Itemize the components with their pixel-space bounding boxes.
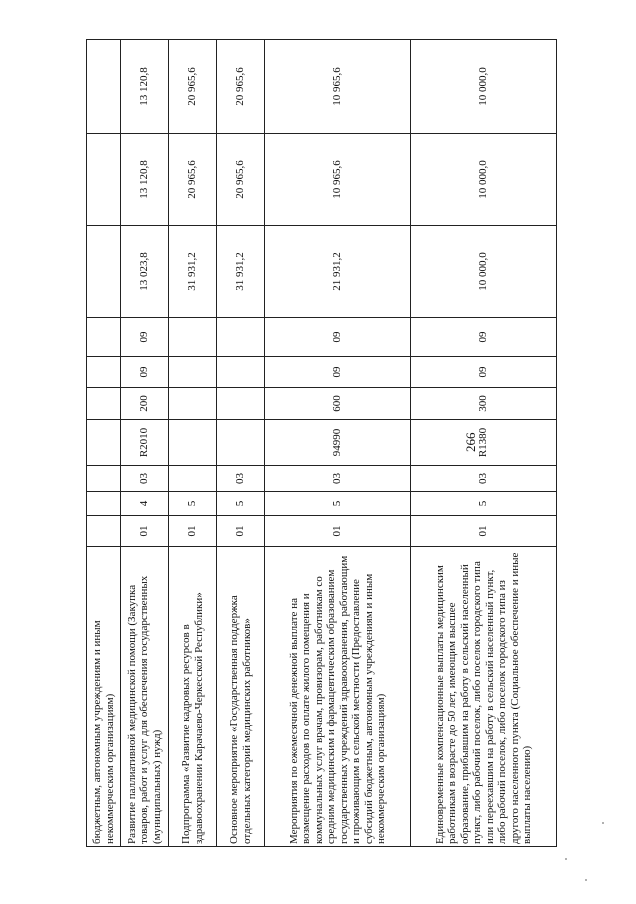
section-code: 09 <box>121 357 169 388</box>
rotated-table-container <box>86 40 556 847</box>
direction-code: 94990 <box>265 420 411 466</box>
activity-code <box>87 466 121 492</box>
table-row <box>217 40 265 847</box>
table-row <box>87 40 121 847</box>
scan-artifact <box>565 858 567 860</box>
amount-year-2: 13 120,8 <box>121 134 169 226</box>
activity-code <box>169 466 217 492</box>
subsection-code <box>87 318 121 357</box>
subsection-code: 09 <box>411 318 557 357</box>
amount-year-2: 20 965,6 <box>217 134 265 226</box>
subsection-code: 09 <box>265 318 411 357</box>
section-code: 09 <box>411 357 557 388</box>
table-row <box>169 40 217 847</box>
direction-code: R2010 <box>121 420 169 466</box>
program-code: 01 <box>121 516 169 547</box>
amount-year-3: 20 965,6 <box>217 40 265 134</box>
row-name: Основное мероприятие «Государственная поддержка отдельных категорий медицинских работников» <box>217 547 265 847</box>
row-name: бюджетным, автономным учреждениям и иным некоммерческим организациям) <box>87 547 121 847</box>
subprogram-code: 5 <box>169 492 217 516</box>
amount-year-2: 20 965,6 <box>169 134 217 226</box>
amount-year-3: 20 965,6 <box>169 40 217 134</box>
page-number: 266 <box>463 432 478 452</box>
expense-type-code: 300 <box>411 388 557 420</box>
amount-year-2: 10 000,0 <box>411 134 557 226</box>
section-code: 09 <box>265 357 411 388</box>
amount-year-3: 10 965,6 <box>265 40 411 134</box>
row-name: Развитие паллиативной медицинской помощи (Закупка товаров, работ и услуг для обеспечения государственных (муниципальных) нужд) <box>121 547 169 847</box>
row-name: Единовременные компенсационные выплаты медицинским работникам в возрасте до 50 лет, имеющим высшее образование, прибывшим на работу в сельский населенный пункт, либо рабочий поселок, либо поселок городского типа или переехавшим на работу в сельский населенный пункт, либо рабочий поселок, либо поселок городского типа из другого населенного пункта (Социальное обеспечение и иные выплаты населению) <box>411 547 557 847</box>
expense-type-code: 600 <box>265 388 411 420</box>
program-code <box>87 516 121 547</box>
subprogram-code: 5 <box>217 492 265 516</box>
program-code: 01 <box>411 516 557 547</box>
amount-year-3 <box>87 40 121 134</box>
subsection-code: 09 <box>121 318 169 357</box>
subprogram-code: 5 <box>411 492 557 516</box>
amount-year-3: 10 000,0 <box>411 40 557 134</box>
subprogram-code: 4 <box>121 492 169 516</box>
scan-artifact <box>585 879 587 881</box>
amount-year-1: 10 000,0 <box>411 226 557 318</box>
scan-artifact <box>602 822 604 824</box>
activity-code: 03 <box>411 466 557 492</box>
direction-code: R1380 <box>411 420 557 466</box>
table-row <box>265 40 411 847</box>
activity-code: 03 <box>121 466 169 492</box>
section-code <box>87 357 121 388</box>
subprogram-code <box>87 492 121 516</box>
amount-year-3: 13 120,8 <box>121 40 169 134</box>
subprogram-code: 5 <box>265 492 411 516</box>
table-row <box>121 40 169 847</box>
subsection-code <box>217 318 265 357</box>
expense-type-code <box>217 388 265 420</box>
activity-code: 03 <box>265 466 411 492</box>
row-name: Подпрограмма «Развитие кадровых ресурсов в здравоохранении Карачаево-Черкесской Республики» <box>169 547 217 847</box>
amount-year-1: 21 931,2 <box>265 226 411 318</box>
program-code: 01 <box>217 516 265 547</box>
direction-code <box>169 420 217 466</box>
amount-year-1: 31 931,2 <box>217 226 265 318</box>
budget-table <box>86 39 557 847</box>
table-row <box>411 40 557 847</box>
expense-type-code <box>87 388 121 420</box>
amount-year-2 <box>87 134 121 226</box>
expense-type-code: 200 <box>121 388 169 420</box>
amount-year-2: 10 965,6 <box>265 134 411 226</box>
section-code <box>169 357 217 388</box>
direction-code <box>217 420 265 466</box>
direction-code <box>87 420 121 466</box>
amount-year-1: 31 931,2 <box>169 226 217 318</box>
section-code <box>217 357 265 388</box>
expense-type-code <box>169 388 217 420</box>
table-body <box>87 40 557 847</box>
program-code: 01 <box>169 516 217 547</box>
amount-year-1: 13 023,8 <box>121 226 169 318</box>
activity-code: 03 <box>217 466 265 492</box>
subsection-code <box>169 318 217 357</box>
row-name: Мероприятия по ежемесячной денежной выплате на возмещение расходов по оплате жилого помещения и коммунальных услуг врачам, провизорам, работникам со средним медицинским и фармацевтическим образованием государственных учреждений здравоохранения, работающим и проживающим в сельской местности (Предоставление субсидий бюджетным, автономным учреждениям и иным некоммерческим организациям) <box>265 547 411 847</box>
program-code: 01 <box>265 516 411 547</box>
amount-year-1 <box>87 226 121 318</box>
